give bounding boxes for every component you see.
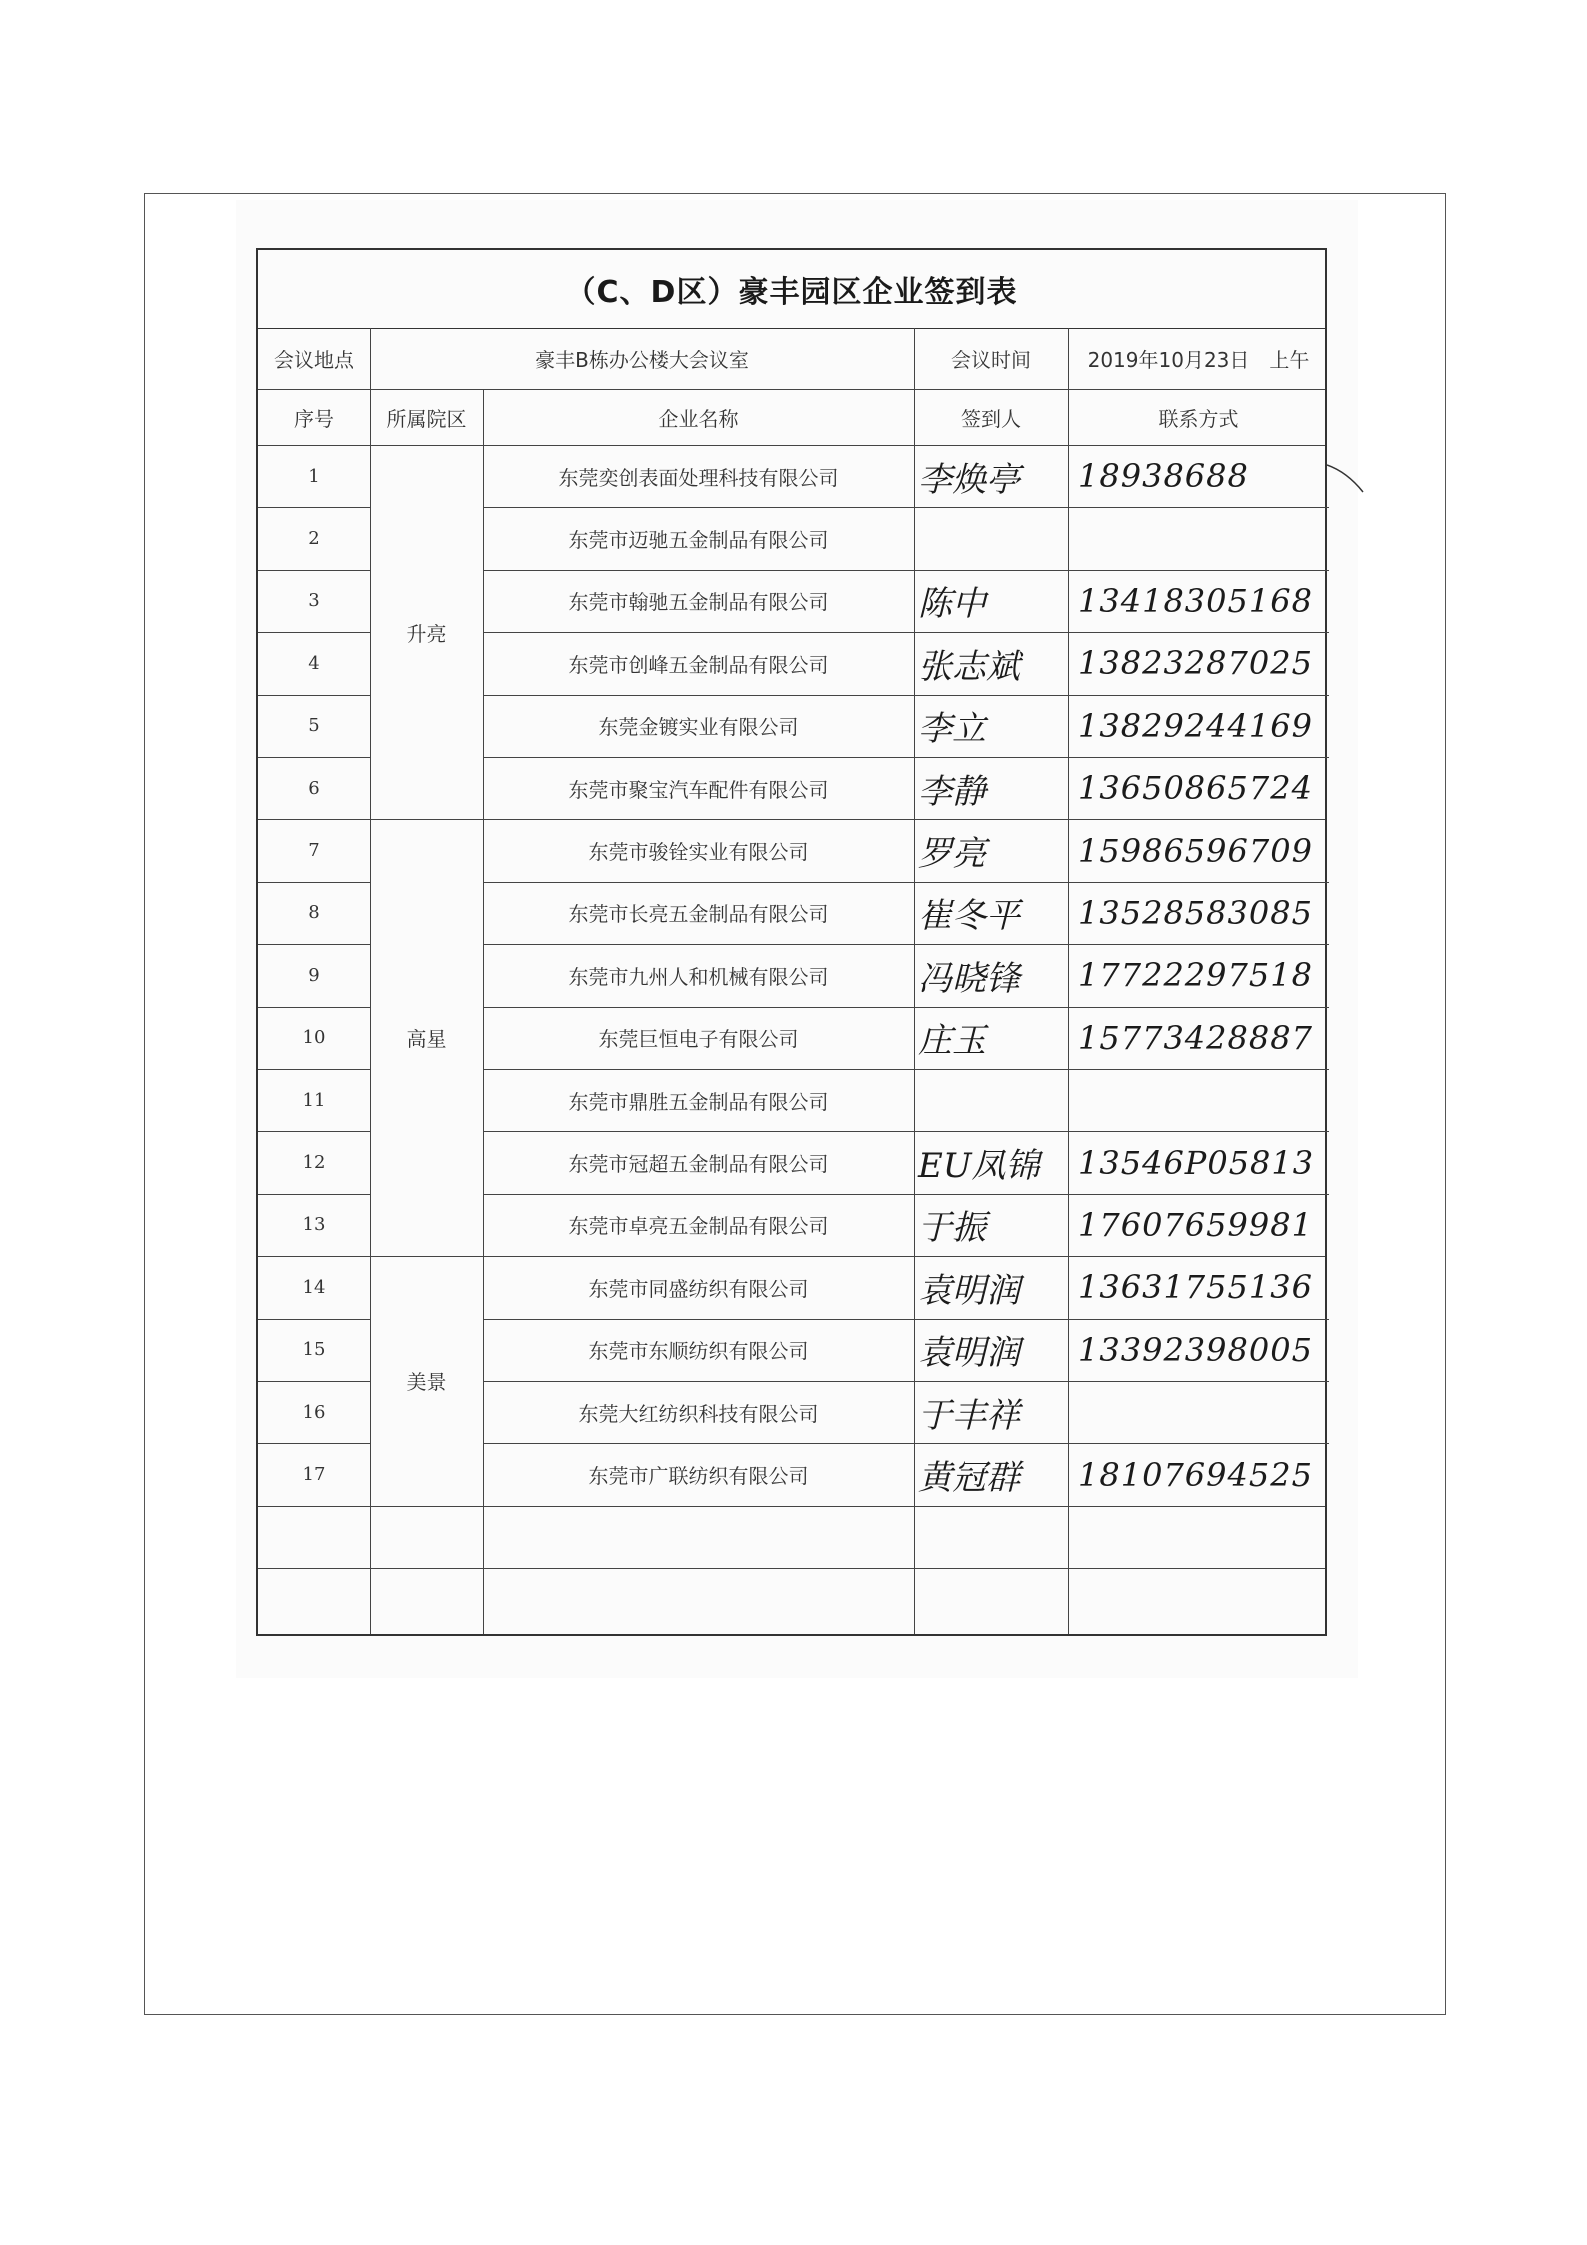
district-name: 高星 bbox=[406, 1027, 447, 1052]
contact-phone: 15986596709 bbox=[1078, 831, 1313, 870]
header-no: 序号 bbox=[294, 406, 334, 431]
signature: 李立 bbox=[918, 709, 986, 750]
company-name: 东莞金镀实业有限公司 bbox=[598, 715, 799, 740]
meeting-time: 2019年10月23日 上午 bbox=[1087, 348, 1310, 372]
signature: 崔冬平 bbox=[918, 896, 1020, 937]
signature: 陈中 bbox=[918, 584, 986, 625]
sheet-title: （C、D区）豪丰园区企业签到表 bbox=[258, 250, 1325, 329]
company-name: 东莞市卓亮五金制品有限公司 bbox=[568, 1214, 829, 1239]
company-name: 东莞市广联纺织有限公司 bbox=[588, 1464, 809, 1489]
contact-phone: 13392398005 bbox=[1078, 1330, 1313, 1369]
row-number: 14 bbox=[302, 1276, 326, 1298]
signature: 庄玉 bbox=[918, 1021, 986, 1062]
empty-row-rule bbox=[258, 1568, 1325, 1569]
row-number: 8 bbox=[308, 902, 320, 924]
signature: 黄冠群 bbox=[918, 1458, 1020, 1499]
row-number: 15 bbox=[302, 1339, 326, 1361]
contact-phone: 13546P05813 bbox=[1078, 1143, 1315, 1182]
company-name: 东莞市冠超五金制品有限公司 bbox=[568, 1152, 829, 1177]
row-number: 7 bbox=[308, 840, 320, 862]
contact-phone: 18107694525 bbox=[1078, 1455, 1313, 1494]
row-number: 4 bbox=[308, 652, 320, 674]
row-number: 13 bbox=[302, 1214, 326, 1236]
signature bbox=[914, 507, 1068, 569]
contact-phone: 17722297518 bbox=[1078, 956, 1313, 995]
company-name: 东莞市翰驰五金制品有限公司 bbox=[568, 590, 829, 615]
signature: 李静 bbox=[918, 771, 986, 812]
row-number: 17 bbox=[302, 1464, 326, 1486]
signature: 张志斌 bbox=[918, 646, 1020, 687]
signature bbox=[914, 1069, 1068, 1131]
contact-phone: 13829244169 bbox=[1078, 706, 1313, 745]
contact-phone: 15773428887 bbox=[1078, 1018, 1313, 1057]
row-number: 16 bbox=[302, 1401, 326, 1423]
row-number: 11 bbox=[302, 1089, 326, 1111]
row-number: 9 bbox=[308, 964, 320, 986]
header-company: 企业名称 bbox=[658, 406, 739, 431]
company-name: 东莞市创峰五金制品有限公司 bbox=[568, 652, 829, 677]
meeting-place: 豪丰B栋办公楼大会议室 bbox=[535, 348, 749, 372]
contact-phone: 18938688 bbox=[1078, 457, 1249, 496]
place-label: 会议地点 bbox=[274, 348, 354, 372]
company-name: 东莞市骏铨实业有限公司 bbox=[588, 840, 809, 865]
company-name: 东莞市九州人和机械有限公司 bbox=[568, 964, 829, 989]
contact-phone bbox=[1068, 507, 1329, 569]
row-number: 3 bbox=[308, 590, 320, 612]
company-name: 东莞巨恒电子有限公司 bbox=[598, 1027, 799, 1052]
time-label: 会议时间 bbox=[951, 348, 1031, 372]
signature: 袁明润 bbox=[918, 1333, 1020, 1374]
company-name: 东莞市长亮五金制品有限公司 bbox=[568, 902, 829, 927]
row-number: 2 bbox=[308, 528, 320, 550]
company-name: 东莞市迈驰五金制品有限公司 bbox=[568, 528, 829, 553]
contact-phone bbox=[1068, 1069, 1329, 1131]
district-name: 美景 bbox=[406, 1370, 447, 1395]
company-name: 东莞市鼎胜五金制品有限公司 bbox=[568, 1089, 829, 1114]
row-number: 5 bbox=[308, 715, 320, 737]
header-district: 所属院区 bbox=[386, 406, 467, 431]
contact-phone bbox=[1068, 1381, 1329, 1443]
header-signer: 签到人 bbox=[961, 406, 1021, 431]
company-name: 东莞奕创表面处理科技有限公司 bbox=[558, 465, 839, 490]
contact-phone: 13650865724 bbox=[1078, 769, 1313, 808]
district-name: 升亮 bbox=[406, 621, 447, 646]
header-contact: 联系方式 bbox=[1158, 406, 1239, 431]
company-name: 东莞市同盛纺织有限公司 bbox=[588, 1276, 809, 1301]
signature: 李焕亭 bbox=[918, 459, 1020, 500]
company-name: 东莞大红纺织科技有限公司 bbox=[578, 1401, 819, 1426]
row-number: 6 bbox=[308, 777, 320, 799]
signature: 罗亮 bbox=[918, 834, 986, 875]
group-rule bbox=[258, 1506, 1325, 1507]
contact-phone: 13631755136 bbox=[1078, 1268, 1313, 1307]
signature: 袁明润 bbox=[918, 1270, 1020, 1311]
row-number: 12 bbox=[302, 1152, 326, 1174]
signature: 冯晓锋 bbox=[918, 958, 1020, 999]
signature: 于丰祥 bbox=[918, 1395, 1020, 1436]
company-name: 东莞市东顺纺织有限公司 bbox=[588, 1339, 809, 1364]
contact-phone: 13528583085 bbox=[1078, 893, 1313, 932]
signature: 于振 bbox=[918, 1208, 986, 1249]
stray-pen-mark bbox=[1327, 460, 1367, 495]
sign-in-sheet bbox=[256, 248, 1327, 1636]
signature: EU凤锦 bbox=[918, 1146, 1040, 1187]
contact-phone: 17607659981 bbox=[1078, 1205, 1313, 1244]
contact-phone: 13418305168 bbox=[1078, 581, 1313, 620]
row-number: 1 bbox=[308, 465, 320, 487]
company-name: 东莞市聚宝汽车配件有限公司 bbox=[568, 777, 829, 802]
contact-phone: 13823287025 bbox=[1078, 644, 1313, 683]
row-number: 10 bbox=[302, 1027, 326, 1049]
